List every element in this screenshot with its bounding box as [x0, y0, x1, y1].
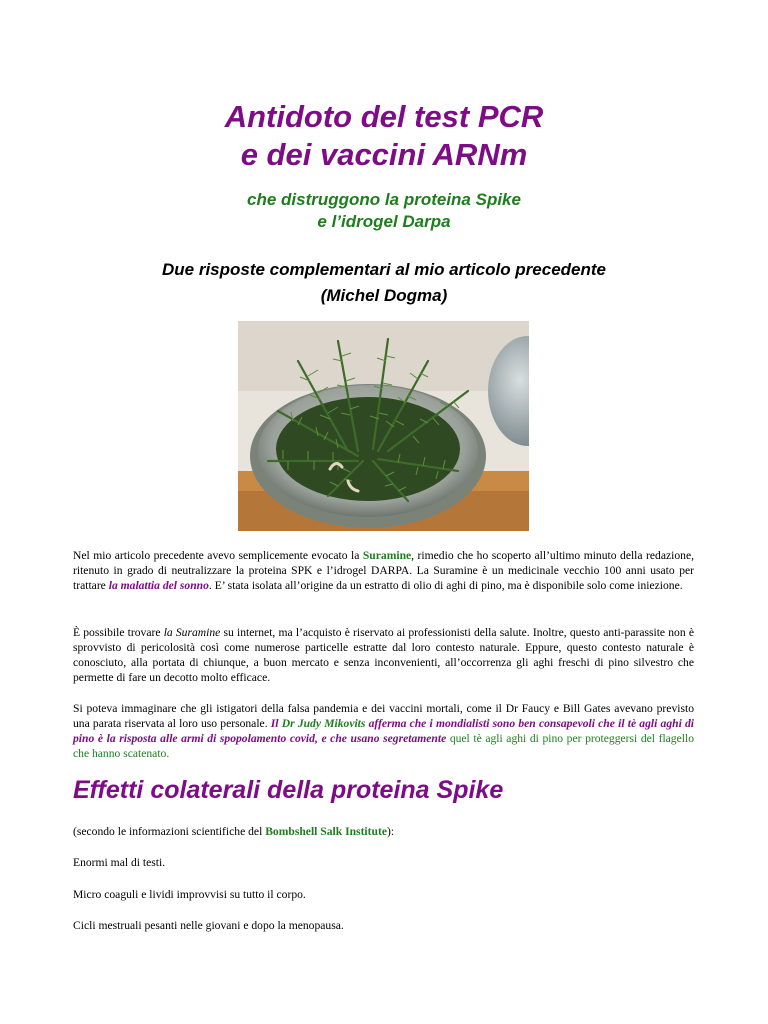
- suramine-highlight: Suramine: [362, 549, 412, 562]
- paragraph-2-text-b: su internet, ma l’acquisto è riservato ai professionisti della salute. Inoltre, questo anti-parassite non è sprovvisto di pericolosità così come numerose particelle estratte dal loro contesto naturale. Eppure, questo contesto naturale è conosciuto, alla portata di chiunque, a buon mercato e senza inconvenienti, all’occorrenza gli aghi freschi di pino silvestro che permette di fare un decotto molto efficace.: [73, 626, 694, 684]
- subtitle-line-2: e l’idrogel Darpa: [317, 212, 451, 231]
- paragraph-1-text-a: Nel mio articolo precedente avevo semplicemente evocato la: [73, 549, 363, 562]
- subtitle-line-1: che distruggono la proteina Spike: [247, 190, 521, 209]
- title-line-2: e dei vaccini ARNm: [240, 137, 528, 172]
- pine-tea-statement: quel tè agli aghi di pino per proteggersi del flagello che hanno scatenato.: [73, 732, 694, 760]
- salk-institute-link: Bombshell Salk Institute: [265, 825, 387, 838]
- paragraph-3: [73, 701, 694, 761]
- intro-heading: [0, 257, 768, 309]
- source-line: [73, 824, 394, 839]
- judy-mikovits-name: Dr Judy Mikovits: [281, 717, 366, 730]
- suramine-italic: la Suramine: [163, 626, 221, 639]
- section-heading: Effetti colaterali della proteina Spike: [73, 776, 504, 804]
- effect-item: Micro coaguli e lividi improvvisi su tutto il corpo.: [73, 888, 306, 901]
- paragraph-3-il: Il: [270, 717, 282, 730]
- sleeping-sickness-highlight: la malattia del sonno: [108, 579, 209, 592]
- title-line-1: Antidoto del test PCR: [224, 99, 544, 134]
- paragraph-3-text-a: Si poteva immaginare che gli istigatori della falsa pandemia e dei vaccini mortali, come il Dr Faucy e Bill Gates avevano previsto una parata riservata al loro uso personale.: [73, 702, 694, 730]
- paragraph-2: [73, 625, 694, 685]
- document-title: [0, 98, 768, 174]
- pine-needles-photo: [238, 321, 529, 531]
- intro-line-1: Due risposte complementari al mio articolo precedente: [161, 260, 607, 279]
- intro-line-2: (Michel Dogma): [320, 286, 448, 305]
- effect-item: Cicli mestruali pesanti nelle giovani e dopo la menopausa.: [73, 919, 344, 932]
- source-suffix: ):: [386, 825, 395, 838]
- paragraph-1-text-c: . E’ stata isolata all’origine da un estratto di olio di aghi di pino, ma è disponibile solo come iniezione.: [208, 579, 683, 592]
- document-subtitle: [0, 189, 768, 233]
- source-prefix: (secondo le informazioni scientifiche del: [73, 825, 266, 838]
- paragraph-2-text-a: È possibile trovare: [73, 626, 164, 639]
- paragraph-1: [73, 548, 694, 593]
- effect-item: Enormi mal di testi.: [73, 856, 166, 869]
- paragraph-1-text-b: , rimedio che ho scoperto all’ultimo minuto della redazione, ritenuto in grado di neutralizzare la proteina SPK e l’idrogel DARPA. La Suramine è un medicinale vecchio 100 anni usato per trattare: [73, 549, 694, 592]
- mikovits-claim: afferma che i mondialisti sono ben consapevoli che il tè agli aghi di pino è la risposta alle armi di spopolamento covid, e che usano segretamente: [73, 717, 694, 745]
